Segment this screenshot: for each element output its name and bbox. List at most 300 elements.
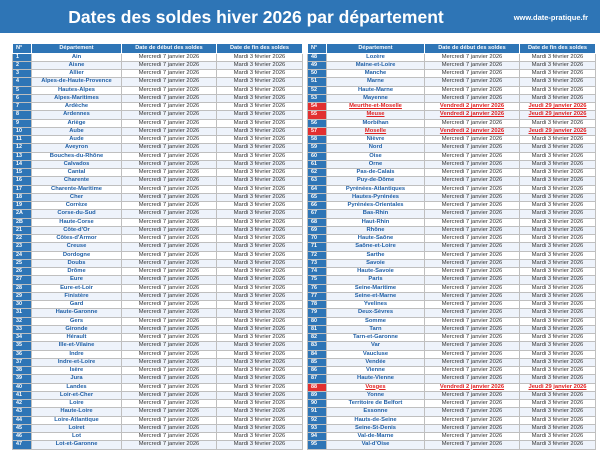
cell-end-date: Mardi 3 février 2026: [217, 325, 303, 333]
cell-end-date: Mardi 3 février 2026: [520, 358, 596, 366]
table-row: [308, 103, 596, 111]
cell-start-date: Mercredi 7 janvier 2026: [425, 210, 520, 218]
cell-end-date: Mardi 3 février 2026: [217, 367, 303, 375]
table-row: [13, 342, 303, 350]
cell-num: 90: [308, 400, 327, 408]
cell-departement: Val-d'Oise: [327, 441, 425, 449]
cell-num: 14: [13, 160, 32, 168]
cell-num: 5: [13, 86, 32, 94]
cell-num: 15: [13, 169, 32, 177]
cell-departement: Moselle: [327, 127, 425, 135]
cell-departement: Marne: [327, 78, 425, 86]
table-row: [308, 292, 596, 300]
cell-num: 88: [308, 383, 327, 391]
table-row: [13, 325, 303, 333]
cell-departement: Calvados: [32, 160, 122, 168]
cell-start-date: Vendredi 2 janvier 2026: [425, 383, 520, 391]
cell-start-date: Mercredi 7 janvier 2026: [425, 86, 520, 94]
cell-start-date: Mercredi 7 janvier 2026: [425, 292, 520, 300]
cell-end-date: Mardi 3 février 2026: [217, 350, 303, 358]
cell-num: 36: [13, 350, 32, 358]
col-end-header: Date de fin des soldes: [217, 44, 303, 54]
table-row: [308, 78, 596, 86]
table-row: [13, 334, 303, 342]
cell-end-date: Mardi 3 février 2026: [520, 350, 596, 358]
cell-end-date: Mardi 3 février 2026: [217, 127, 303, 135]
cell-start-date: Mercredi 7 janvier 2026: [122, 433, 217, 441]
cell-end-date: Mardi 3 février 2026: [217, 301, 303, 309]
cell-end-date: Mardi 3 février 2026: [217, 441, 303, 449]
cell-end-date: Mardi 3 février 2026: [217, 391, 303, 399]
cell-departement: Rhône: [327, 226, 425, 234]
col-dep-header: Département: [32, 44, 122, 54]
cell-num: 3: [13, 70, 32, 78]
cell-start-date: Mercredi 7 janvier 2026: [122, 144, 217, 152]
cell-start-date: Mercredi 7 janvier 2026: [425, 441, 520, 449]
cell-start-date: Mercredi 7 janvier 2026: [122, 268, 217, 276]
cell-departement: Drôme: [32, 268, 122, 276]
cell-start-date: Mercredi 7 janvier 2026: [122, 152, 217, 160]
cell-num: 24: [13, 251, 32, 259]
cell-departement: Manche: [327, 70, 425, 78]
cell-departement: Côte-d'Or: [32, 226, 122, 234]
table-row: [308, 218, 596, 226]
cell-start-date: Mercredi 7 janvier 2026: [122, 424, 217, 432]
table-row: [308, 61, 596, 69]
table-row: [308, 86, 596, 94]
cell-end-date: Mardi 3 février 2026: [217, 177, 303, 185]
table-row: [13, 169, 303, 177]
table-row: [13, 350, 303, 358]
cell-departement: Allier: [32, 70, 122, 78]
cell-num: 29: [13, 292, 32, 300]
cell-departement: Nièvre: [327, 136, 425, 144]
cell-num: 71: [308, 243, 327, 251]
cell-departement: Aisne: [32, 61, 122, 69]
cell-num: 76: [308, 284, 327, 292]
table-row: [308, 127, 596, 135]
table-row: [308, 325, 596, 333]
cell-num: 68: [308, 218, 327, 226]
cell-num: 86: [308, 367, 327, 375]
cell-departement: Haute-Marne: [327, 86, 425, 94]
table-row: [13, 111, 303, 119]
cell-departement: Aude: [32, 136, 122, 144]
table-row: [308, 391, 596, 399]
cell-num: 31: [13, 309, 32, 317]
site-url: www.date-pratique.fr: [513, 13, 588, 22]
cell-departement: Meurthe-et-Moselle: [327, 103, 425, 111]
cell-departement: Pas-de-Calais: [327, 169, 425, 177]
cell-start-date: Mercredi 7 janvier 2026: [122, 243, 217, 251]
cell-num: 33: [13, 325, 32, 333]
cell-departement: Seine-St-Denis: [327, 424, 425, 432]
cell-start-date: Mercredi 7 janvier 2026: [122, 86, 217, 94]
cell-start-date: Mercredi 7 janvier 2026: [122, 111, 217, 119]
cell-departement: Gers: [32, 317, 122, 325]
table-row: [308, 193, 596, 201]
cell-end-date: Mardi 3 février 2026: [217, 309, 303, 317]
cell-departement: Hautes-Pyrénées: [327, 193, 425, 201]
cell-num: 81: [308, 325, 327, 333]
cell-departement: Ardennes: [32, 111, 122, 119]
cell-start-date: Mercredi 7 janvier 2026: [122, 416, 217, 424]
cell-start-date: Mercredi 7 janvier 2026: [122, 325, 217, 333]
cell-departement: Haute-Savoie: [327, 268, 425, 276]
table-row: [308, 317, 596, 325]
table-row: [13, 127, 303, 135]
cell-end-date: Mardi 3 février 2026: [217, 111, 303, 119]
cell-start-date: Mercredi 7 janvier 2026: [122, 53, 217, 61]
cell-num: 60: [308, 152, 327, 160]
cell-start-date: Mercredi 7 janvier 2026: [425, 276, 520, 284]
cell-num: 51: [308, 78, 327, 86]
cell-num: 17: [13, 185, 32, 193]
cell-departement: Haute-Loire: [32, 408, 122, 416]
table-body-left: [13, 53, 303, 449]
cell-start-date: Mercredi 7 janvier 2026: [425, 53, 520, 61]
cell-num: 66: [308, 202, 327, 210]
cell-num: 25: [13, 259, 32, 267]
cell-start-date: Mercredi 7 janvier 2026: [425, 259, 520, 267]
cell-departement: Vaucluse: [327, 350, 425, 358]
cell-num: 28: [13, 284, 32, 292]
cell-start-date: Mercredi 7 janvier 2026: [122, 251, 217, 259]
table-row: [13, 119, 303, 127]
table-row: [13, 424, 303, 432]
cell-num: 49: [308, 61, 327, 69]
table-row: [13, 259, 303, 267]
cell-end-date: Mardi 3 février 2026: [520, 268, 596, 276]
cell-start-date: Mercredi 7 janvier 2026: [122, 400, 217, 408]
cell-end-date: Mardi 3 février 2026: [520, 94, 596, 102]
table-row: [308, 169, 596, 177]
cell-departement: Aveyron: [32, 144, 122, 152]
table-row: [308, 383, 596, 391]
cell-end-date: Mardi 3 février 2026: [520, 309, 596, 317]
cell-end-date: Mardi 3 février 2026: [520, 78, 596, 86]
cell-end-date: Mardi 3 février 2026: [217, 119, 303, 127]
cell-start-date: Mercredi 7 janvier 2026: [425, 94, 520, 102]
table-row: [13, 441, 303, 449]
table-row: [13, 226, 303, 234]
cell-num: 70: [308, 235, 327, 243]
table-row: [308, 408, 596, 416]
cell-num: 75: [308, 276, 327, 284]
table-row: [13, 136, 303, 144]
table-row: [13, 210, 303, 218]
cell-start-date: Mercredi 7 janvier 2026: [425, 136, 520, 144]
cell-end-date: Mardi 3 février 2026: [520, 259, 596, 267]
cell-start-date: Mercredi 7 janvier 2026: [425, 235, 520, 243]
table-row: [308, 94, 596, 102]
table-row: [13, 202, 303, 210]
cell-num: 42: [13, 400, 32, 408]
cell-num: 87: [308, 375, 327, 383]
cell-departement: Loire: [32, 400, 122, 408]
table-row: [13, 284, 303, 292]
cell-start-date: Mercredi 7 janvier 2026: [122, 276, 217, 284]
cell-start-date: Mercredi 7 janvier 2026: [122, 284, 217, 292]
col-dep-header: Département: [327, 44, 425, 54]
cell-end-date: Jeudi 29 janvier 2026: [520, 383, 596, 391]
cell-num: 69: [308, 226, 327, 234]
cell-num: 30: [13, 301, 32, 309]
cell-end-date: Mardi 3 février 2026: [217, 408, 303, 416]
cell-end-date: Mardi 3 février 2026: [520, 251, 596, 259]
cell-departement: Vendée: [327, 358, 425, 366]
cell-num: 39: [13, 375, 32, 383]
cell-end-date: Mardi 3 février 2026: [520, 144, 596, 152]
table-row: [308, 160, 596, 168]
cell-end-date: Mardi 3 février 2026: [520, 416, 596, 424]
cell-num: 91: [308, 408, 327, 416]
cell-num: 65: [308, 193, 327, 201]
cell-num: 82: [308, 334, 327, 342]
cell-end-date: Mardi 3 février 2026: [217, 284, 303, 292]
cell-start-date: Mercredi 7 janvier 2026: [122, 358, 217, 366]
cell-start-date: Mercredi 7 janvier 2026: [425, 185, 520, 193]
cell-departement: Lot: [32, 433, 122, 441]
cell-departement: Seine-Maritime: [327, 284, 425, 292]
cell-end-date: Mardi 3 février 2026: [520, 391, 596, 399]
cell-end-date: Mardi 3 février 2026: [520, 408, 596, 416]
cell-num: 63: [308, 177, 327, 185]
cell-end-date: Mardi 3 février 2026: [217, 103, 303, 111]
cell-start-date: Mercredi 7 janvier 2026: [425, 317, 520, 325]
cell-end-date: Mardi 3 février 2026: [520, 276, 596, 284]
cell-end-date: Mardi 3 février 2026: [520, 202, 596, 210]
cell-end-date: Mardi 3 février 2026: [217, 78, 303, 86]
cell-num: 56: [308, 119, 327, 127]
cell-departement: Charente: [32, 177, 122, 185]
cell-departement: Cher: [32, 193, 122, 201]
cell-end-date: Mardi 3 février 2026: [217, 334, 303, 342]
table-row: [13, 301, 303, 309]
cell-end-date: Mardi 3 février 2026: [217, 268, 303, 276]
table-row: [13, 177, 303, 185]
table-row: [13, 391, 303, 399]
cell-departement: Hérault: [32, 334, 122, 342]
table-row: [308, 144, 596, 152]
cell-end-date: Mardi 3 février 2026: [217, 375, 303, 383]
cell-num: 41: [13, 391, 32, 399]
table-row: [308, 375, 596, 383]
cell-num: 2A: [13, 210, 32, 218]
cell-num: 2B: [13, 218, 32, 226]
cell-start-date: Mercredi 7 janvier 2026: [425, 226, 520, 234]
table-row: [13, 235, 303, 243]
cell-num: 1: [13, 53, 32, 61]
cell-departement: Côtes-d'Armor: [32, 235, 122, 243]
table-row: [308, 136, 596, 144]
cell-end-date: Mardi 3 février 2026: [217, 235, 303, 243]
cell-departement: Haut-Rhin: [327, 218, 425, 226]
cell-end-date: Mardi 3 février 2026: [217, 259, 303, 267]
cell-num: 37: [13, 358, 32, 366]
cell-start-date: Mercredi 7 janvier 2026: [122, 317, 217, 325]
table-row: [13, 317, 303, 325]
cell-num: 74: [308, 268, 327, 276]
cell-departement: Pyrénées-Atlantiques: [327, 185, 425, 193]
cell-num: 6: [13, 94, 32, 102]
cell-start-date: Mercredi 7 janvier 2026: [122, 235, 217, 243]
cell-start-date: Mercredi 7 janvier 2026: [122, 61, 217, 69]
cell-start-date: Mercredi 7 janvier 2026: [122, 185, 217, 193]
cell-num: 43: [13, 408, 32, 416]
table-row: [308, 119, 596, 127]
cell-end-date: Mardi 3 février 2026: [520, 53, 596, 61]
table-row: [308, 334, 596, 342]
cell-start-date: Mercredi 7 janvier 2026: [425, 375, 520, 383]
table-header-row: [13, 44, 303, 54]
cell-start-date: Mercredi 7 janvier 2026: [122, 408, 217, 416]
page-title: Dates des soldes hiver 2026 par département: [68, 7, 444, 27]
cell-departement: Ain: [32, 53, 122, 61]
col-start-header: Date de début des soldes: [425, 44, 520, 54]
cell-num: 7: [13, 103, 32, 111]
cell-start-date: Mercredi 7 janvier 2026: [425, 202, 520, 210]
cell-start-date: Mercredi 7 janvier 2026: [122, 177, 217, 185]
cell-end-date: Mardi 3 février 2026: [520, 367, 596, 375]
cell-departement: Loir-et-Cher: [32, 391, 122, 399]
table-row: [308, 152, 596, 160]
cell-start-date: Mercredi 7 janvier 2026: [122, 136, 217, 144]
cell-end-date: Mardi 3 février 2026: [217, 218, 303, 226]
cell-start-date: Mercredi 7 janvier 2026: [425, 391, 520, 399]
cell-end-date: Mardi 3 février 2026: [520, 160, 596, 168]
cell-departement: Var: [327, 342, 425, 350]
cell-end-date: Mardi 3 février 2026: [520, 70, 596, 78]
cell-start-date: Mercredi 7 janvier 2026: [425, 342, 520, 350]
cell-end-date: Mardi 3 février 2026: [520, 292, 596, 300]
cell-start-date: Mercredi 7 janvier 2026: [425, 243, 520, 251]
table-row: [13, 243, 303, 251]
cell-departement: Morbihan: [327, 119, 425, 127]
table-row: [308, 268, 596, 276]
table-row: [13, 78, 303, 86]
cell-departement: Deux-Sèvres: [327, 309, 425, 317]
cell-start-date: Mercredi 7 janvier 2026: [425, 169, 520, 177]
cell-end-date: Mardi 3 février 2026: [217, 160, 303, 168]
cell-end-date: Mardi 3 février 2026: [217, 424, 303, 432]
cell-end-date: Mardi 3 février 2026: [217, 61, 303, 69]
cell-start-date: Mercredi 7 janvier 2026: [425, 334, 520, 342]
cell-end-date: Mardi 3 février 2026: [217, 342, 303, 350]
cell-num: 52: [308, 86, 327, 94]
table-row: [308, 70, 596, 78]
table-row: [13, 400, 303, 408]
cell-end-date: Mardi 3 février 2026: [520, 136, 596, 144]
cell-num: 23: [13, 243, 32, 251]
cell-end-date: Mardi 3 février 2026: [217, 86, 303, 94]
cell-start-date: Mercredi 7 janvier 2026: [122, 78, 217, 86]
cell-start-date: Mercredi 7 janvier 2026: [425, 325, 520, 333]
cell-departement: Alpes-de-Haute-Provence: [32, 78, 122, 86]
cell-num: 21: [13, 226, 32, 234]
sales-table-right: [307, 43, 596, 450]
cell-departement: Haute-Garonne: [32, 309, 122, 317]
cell-start-date: Mercredi 7 janvier 2026: [122, 226, 217, 234]
cell-start-date: Mercredi 7 janvier 2026: [122, 292, 217, 300]
cell-end-date: Mardi 3 février 2026: [520, 433, 596, 441]
col-num-header: N°: [308, 44, 327, 54]
cell-end-date: Mardi 3 février 2026: [217, 251, 303, 259]
cell-start-date: Mercredi 7 janvier 2026: [122, 103, 217, 111]
cell-departement: Haute-Corse: [32, 218, 122, 226]
cell-end-date: Mardi 3 février 2026: [217, 94, 303, 102]
cell-num: 77: [308, 292, 327, 300]
cell-departement: Oise: [327, 152, 425, 160]
cell-num: 35: [13, 342, 32, 350]
cell-num: 8: [13, 111, 32, 119]
table-row: [308, 235, 596, 243]
cell-num: 45: [13, 424, 32, 432]
cell-num: 55: [308, 111, 327, 119]
table-row: [13, 276, 303, 284]
cell-end-date: Mardi 3 février 2026: [520, 177, 596, 185]
cell-start-date: Mercredi 7 janvier 2026: [122, 119, 217, 127]
cell-departement: Yvelines: [327, 301, 425, 309]
cell-departement: Seine-et-Marne: [327, 292, 425, 300]
cell-departement: Aube: [32, 127, 122, 135]
cell-end-date: Mardi 3 février 2026: [520, 210, 596, 218]
table-row: [308, 416, 596, 424]
cell-end-date: Mardi 3 février 2026: [520, 243, 596, 251]
cell-num: 80: [308, 317, 327, 325]
cell-departement: Nord: [327, 144, 425, 152]
cell-departement: Creuse: [32, 243, 122, 251]
cell-num: 72: [308, 251, 327, 259]
table-header-row: [308, 44, 596, 54]
cell-end-date: Mardi 3 février 2026: [217, 276, 303, 284]
cell-end-date: Mardi 3 février 2026: [520, 317, 596, 325]
table-row: [13, 408, 303, 416]
table-row: [13, 53, 303, 61]
cell-num: 79: [308, 309, 327, 317]
cell-end-date: Mardi 3 février 2026: [520, 284, 596, 292]
cell-end-date: Mardi 3 février 2026: [520, 400, 596, 408]
cell-departement: Lot-et-Garonne: [32, 441, 122, 449]
cell-start-date: Mercredi 7 janvier 2026: [425, 251, 520, 259]
cell-num: 12: [13, 144, 32, 152]
cell-num: 27: [13, 276, 32, 284]
cell-departement: Orne: [327, 160, 425, 168]
cell-end-date: Mardi 3 février 2026: [217, 416, 303, 424]
cell-num: 16: [13, 177, 32, 185]
cell-departement: Pyrénées-Orientales: [327, 202, 425, 210]
table-row: [13, 61, 303, 69]
cell-start-date: Mercredi 7 janvier 2026: [122, 160, 217, 168]
cell-num: 89: [308, 391, 327, 399]
cell-end-date: Mardi 3 février 2026: [520, 441, 596, 449]
cell-end-date: Mardi 3 février 2026: [217, 433, 303, 441]
cell-end-date: Mardi 3 février 2026: [217, 169, 303, 177]
cell-departement: Dordogne: [32, 251, 122, 259]
cell-num: 2: [13, 61, 32, 69]
cell-num: 32: [13, 317, 32, 325]
cell-end-date: Mardi 3 février 2026: [217, 53, 303, 61]
col-start-header: Date de début des soldes: [122, 44, 217, 54]
cell-end-date: Mardi 3 février 2026: [520, 218, 596, 226]
cell-start-date: Mercredi 7 janvier 2026: [425, 408, 520, 416]
cell-end-date: Jeudi 29 janvier 2026: [520, 103, 596, 111]
cell-num: 57: [308, 127, 327, 135]
cell-departement: Bas-Rhin: [327, 210, 425, 218]
cell-start-date: Mercredi 7 janvier 2026: [425, 144, 520, 152]
cell-start-date: Mercredi 7 janvier 2026: [122, 202, 217, 210]
cell-end-date: Mardi 3 février 2026: [520, 424, 596, 432]
